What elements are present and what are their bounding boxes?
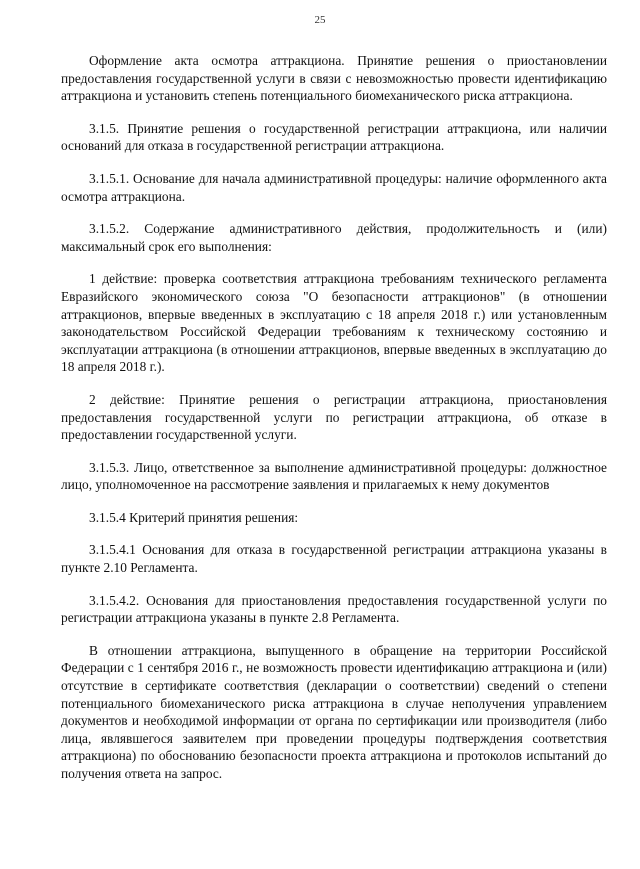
page-number: 25 [314, 14, 326, 26]
paragraph-3-1-5-4: 3.1.5.4 Критерий принятия решения: [89, 509, 299, 525]
paragraph-3-1-5-1: 3.1.5.1. Основание для начала административной процедуры: наличие оформленного акта осмотра аттракциона. [61, 170, 607, 204]
paragraph-3-1-5-4-2: 3.1.5.4.2. Основания для приостановления предоставления государственной услуги по регистрации аттракциона указаны в пункте 2.8 Регламента. [61, 592, 607, 626]
paragraph-action-1: 1 действие: проверка соответствия аттракциона требованиям технического регламента Евразийского экономического союза "О безопасности аттракционов" (в отношении аттракционов, впервые введенных в эксплуатацию с 18 апреля 2018 г.) или установленным законодательством Российской Федерации требованиям к техническому состоянию и эксплуатации аттракциона (в отношении аттракционов, впервые введенных в эксплуатацию до 18 апреля 2018 г.). [61, 271, 607, 375]
paragraph-3-1-5-2: 3.1.5.2. Содержание административного действия, продолжительность и (или) максимальный срок его выполнения: [61, 221, 607, 254]
paragraph-action-2: 2 действие: Принятие решения о регистрации аттракциона, приостановления предоставления государственной услуги по регистрации аттракциона, об отказе в предоставлении государственной услуги. [61, 391, 607, 443]
paragraph-3-1-5-3: 3.1.5.3. Лицо, ответственное за выполнение административной процедуры: должностное лицо, уполномоченное на рассмотрение заявления и прилагаемых к нему документов [61, 459, 607, 493]
document-body [61, 52, 607, 783]
paragraph-3-1-5-4-1: 3.1.5.4.1 Основания для отказа в государственной регистрации аттракциона указаны в пункте 2.10 Регламента. [61, 542, 607, 576]
paragraph-act-inspection: Оформление акта осмотра аттракциона. Принятие решения о приостановлении предоставления государственной услуги в связи с невозможностью провести идентификацию аттракциона и установить степень потенциального биомеханического риска аттракциона. [61, 53, 607, 104]
paragraph-attraction-2016: В отношении аттракциона, выпущенного в обращение на территории Российской Федерации с 1 сентября 2016 г., не возможность провести идентификацию аттракциона и (или) отсутствие в сертификате соответствия (декларации о соответствии) сведений о степени потенциального биомеханического риска аттракциона в случае неполучения управлением документов и необходимой информации от органа по сертификации или производителя (либо лица, являвшегося заявителем при проведении процедуры подтверждения соответствия аттракциона) по обоснованию безопасности проекта аттракциона и протоколов испытаний до получения ответа на запрос. [61, 642, 607, 781]
paragraph-3-1-5: 3.1.5. Принятие решения о государственной регистрации аттракциона, или наличии оснований для отказа в государственной регистрации аттракциона. [61, 120, 607, 154]
